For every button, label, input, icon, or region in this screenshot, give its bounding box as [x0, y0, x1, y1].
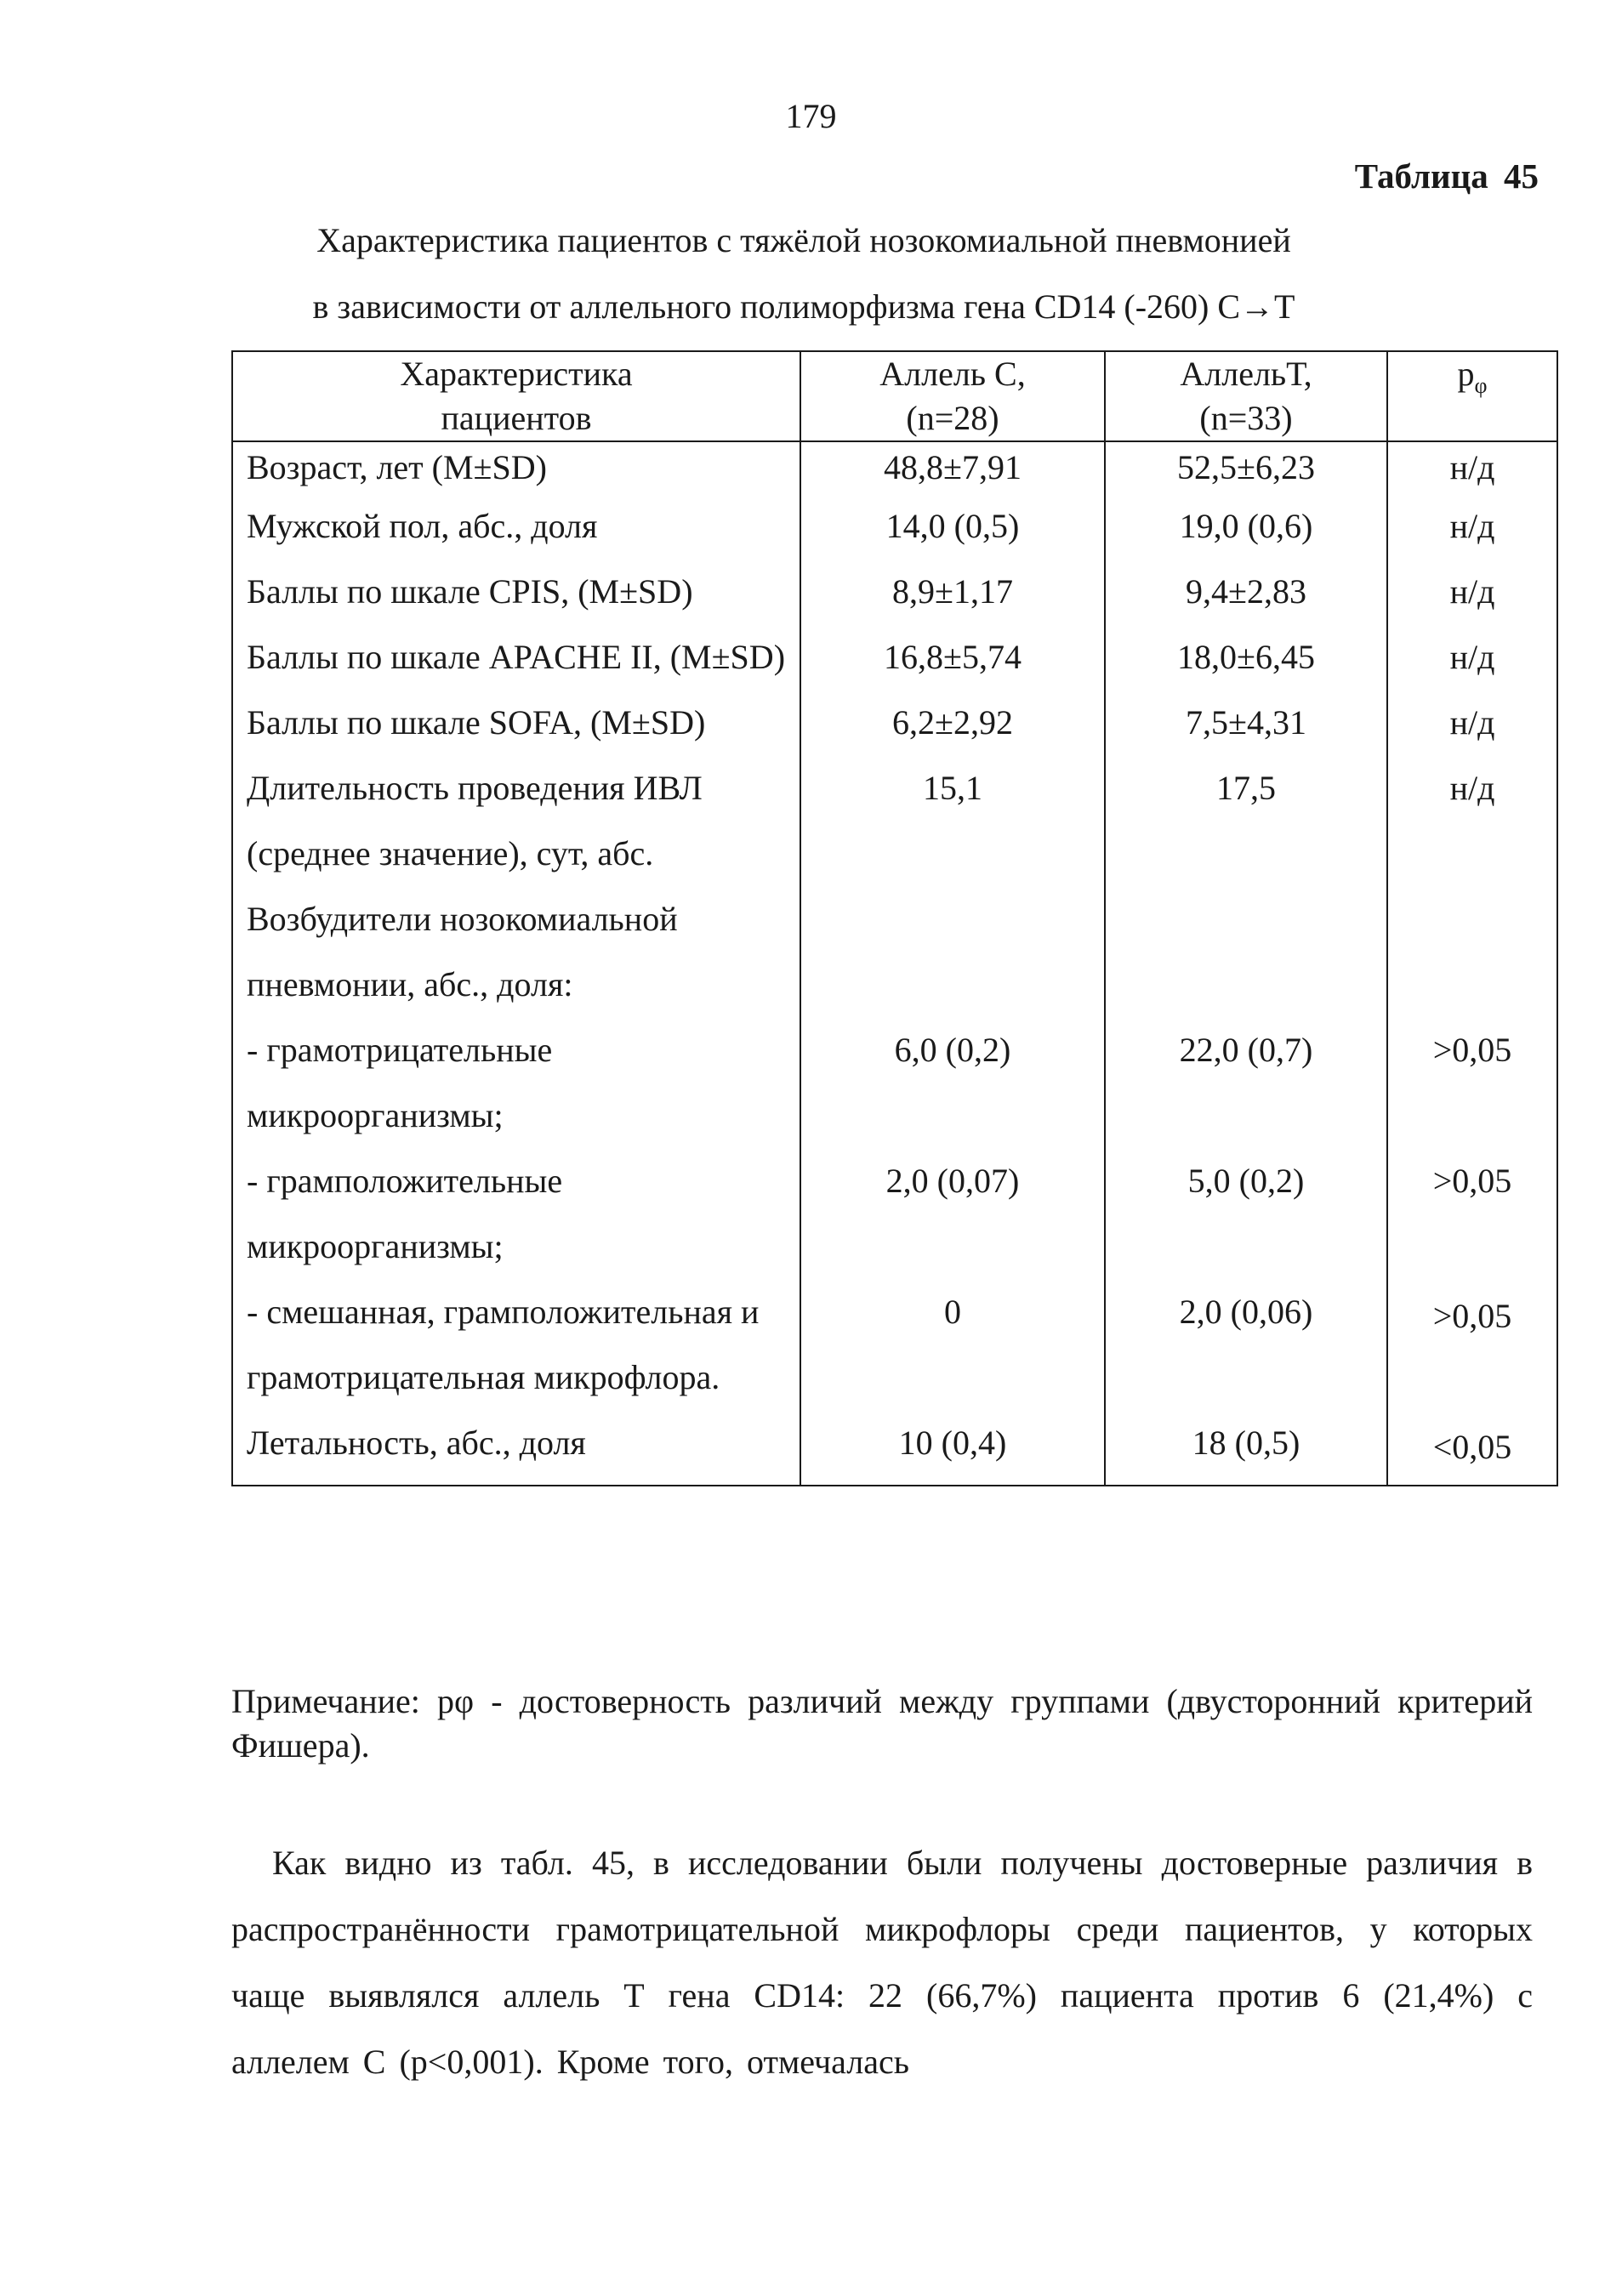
value-allele-c: 2,0 (0,07) — [800, 1148, 1105, 1279]
table-row — [232, 624, 1557, 690]
value-allele-t: 17,5 — [1105, 755, 1387, 886]
row-label: Возраст, лет (M±SD) — [232, 441, 800, 493]
header-p-value: $p_\varphi$ — [1387, 351, 1557, 441]
table-caption-line2: в зависимости от аллельного полиморфизма гена CD14 (-260) C→T — [312, 287, 1295, 326]
value-allele-t: 9,4±2,83 — [1105, 559, 1387, 624]
value-allele-c: 6,2±2,92 — [800, 690, 1105, 755]
value-p: н/д — [1387, 559, 1557, 624]
value-p: н/д — [1387, 755, 1557, 886]
row-label: - смешанная, грамположительная и грамотрицательная микрофлора. — [232, 1279, 800, 1410]
row-label: Длительность проведения ИВЛ (среднее значение), сут, абс. — [232, 755, 800, 886]
table-row — [232, 1017, 1557, 1148]
table-row — [232, 493, 1557, 559]
table-row — [232, 690, 1557, 755]
patient-characteristics-table — [231, 350, 1558, 1486]
table-row — [232, 559, 1557, 624]
value-p: <0,05 — [1387, 1410, 1557, 1486]
table-row — [232, 1279, 1557, 1410]
row-label: Мужской пол, абс., доля — [232, 493, 800, 559]
value-p: н/д — [1387, 690, 1557, 755]
header-allele-t: АллельТ, (n=33) — [1105, 351, 1387, 441]
value-allele-c — [800, 886, 1105, 1017]
value-p: >0,05 — [1387, 1279, 1557, 1410]
page-number: 179 — [785, 97, 837, 135]
body-paragraph: Как видно из табл. 45, в исследовании были получены достоверные различия в распространённости грамотрицательной микрофлоры среди пациентов, у которых чаще выявлялся аллель Т гена CD14: 22 (66,7%) пациента против 6 (21,4%) с аллелем С (p<0,001). Кроме того, отмечалась — [231, 1844, 1533, 2081]
row-label: Возбудители нозокомиальной пневмонии, абс., доля: — [232, 886, 800, 1017]
value-allele-c: 8,9±1,17 — [800, 559, 1105, 624]
value-allele-c: 14,0 (0,5) — [800, 493, 1105, 559]
value-p: н/д — [1387, 493, 1557, 559]
value-allele-t: 7,5±4,31 — [1105, 690, 1387, 755]
value-p — [1387, 886, 1557, 1017]
table-row — [232, 1410, 1557, 1486]
table-header-row — [232, 351, 1557, 441]
value-allele-t: 18,0±6,45 — [1105, 624, 1387, 690]
value-allele-t: 22,0 (0,7) — [1105, 1017, 1387, 1148]
table-row — [232, 886, 1557, 1017]
row-label: Баллы по шкале APACHE II, (M±SD) — [232, 624, 800, 690]
value-allele-t — [1105, 886, 1387, 1017]
row-label: - грамположительные микроорганизмы; — [232, 1148, 800, 1279]
table-row — [232, 1148, 1557, 1279]
value-allele-t: 19,0 (0,6) — [1105, 493, 1387, 559]
table-row — [232, 755, 1557, 886]
value-allele-c: 15,1 — [800, 755, 1105, 886]
value-p: н/д — [1387, 441, 1557, 493]
table-row — [232, 441, 1557, 493]
table-note: Примечание: pφ - достоверность различий между группами (двусторонний критерий Фишера). — [231, 1682, 1533, 1765]
value-p: >0,05 — [1387, 1148, 1557, 1279]
row-label: Летальность, абс., доля — [232, 1410, 800, 1486]
row-label: Баллы по шкале CPIS, (M±SD) — [232, 559, 800, 624]
table-label: Таблица 45 — [1354, 156, 1539, 196]
row-label: - грамотрицательные микроорганизмы; — [232, 1017, 800, 1148]
header-allele-c: Аллель С, (n=28) — [800, 351, 1105, 441]
value-allele-c: 0 — [800, 1279, 1105, 1410]
value-allele-t: 2,0 (0,06) — [1105, 1279, 1387, 1410]
value-allele-t: 5,0 (0,2) — [1105, 1148, 1387, 1279]
value-p: >0,05 — [1387, 1017, 1557, 1148]
value-allele-t: 52,5±6,23 — [1105, 441, 1387, 493]
value-allele-t: 18 (0,5) — [1105, 1410, 1387, 1486]
header-characteristic: Характеристика пациентов — [232, 351, 800, 441]
value-allele-c: 48,8±7,91 — [800, 441, 1105, 493]
value-allele-c: 16,8±5,74 — [800, 624, 1105, 690]
value-p: н/д — [1387, 624, 1557, 690]
value-allele-c: 6,0 (0,2) — [800, 1017, 1105, 1148]
table-caption-line1: Характеристика пациентов с тяжёлой нозокомиальной пневмонией — [316, 221, 1291, 259]
row-label: Баллы по шкале SOFA, (M±SD) — [232, 690, 800, 755]
value-allele-c: 10 (0,4) — [800, 1410, 1105, 1486]
